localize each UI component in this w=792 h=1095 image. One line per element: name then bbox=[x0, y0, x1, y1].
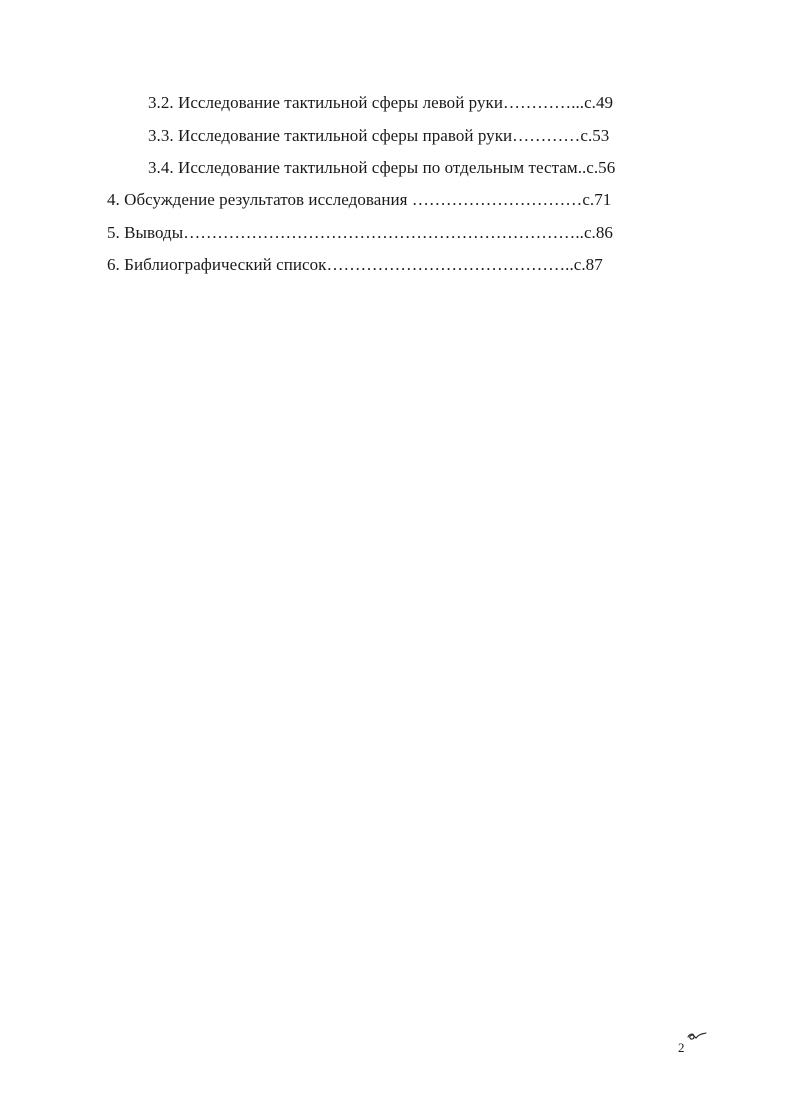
toc-entry-4: 4. Обсуждение результатов исследования …………………………с.71 bbox=[107, 190, 612, 209]
toc-entry-3-2: 3.2. Исследование тактильной сферы левой руки…………...с.49 bbox=[148, 93, 614, 112]
toc-entry-6: 6. Библиографический список……………………………………..с.87 bbox=[107, 255, 603, 274]
page-number: 2 bbox=[678, 1040, 685, 1055]
handwritten-mark bbox=[686, 1028, 708, 1042]
toc-entry-5: 5. Выводы……………………………………………………………..с.86 bbox=[107, 223, 613, 242]
toc-entry-3-3: 3.3. Исследование тактильной сферы правой руки…………с.53 bbox=[148, 126, 610, 145]
toc-entry-3-4: 3.4. Исследование тактильной сферы по отдельным тестам..с.56 bbox=[148, 158, 616, 177]
